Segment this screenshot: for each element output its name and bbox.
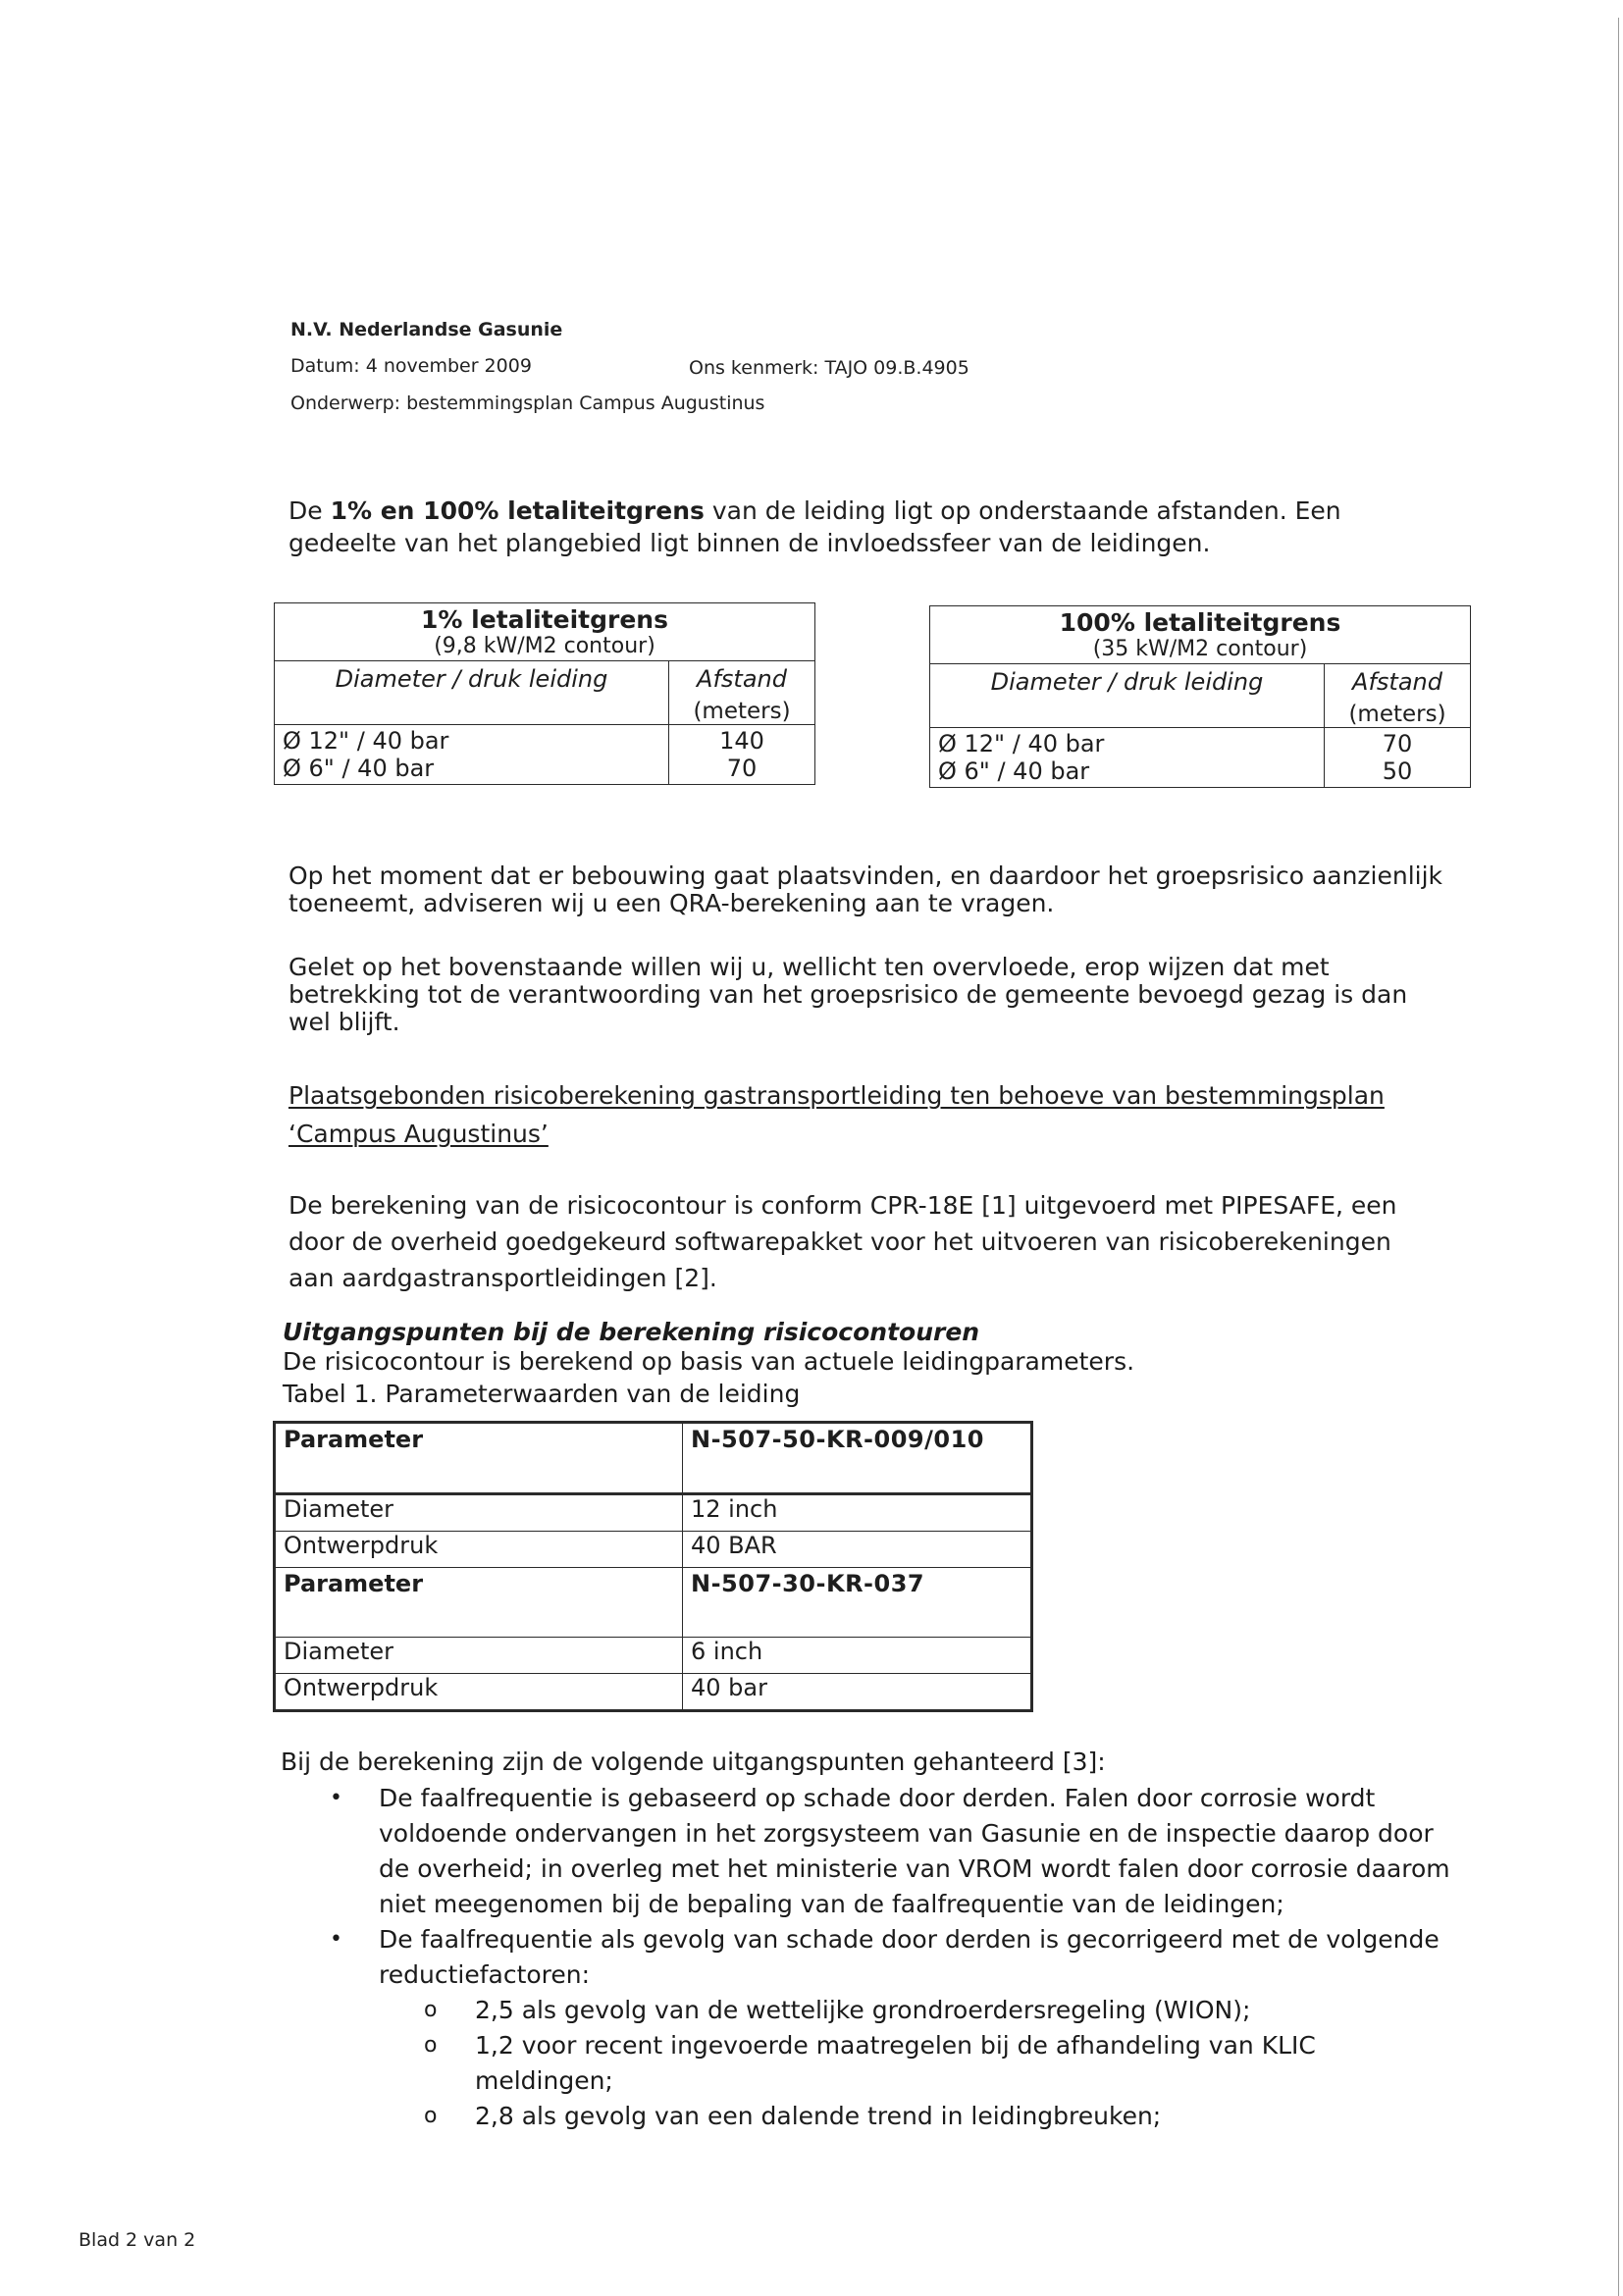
list-item-text: De faalfrequentie is gebaseerd op schade door derden. Falen door corrosie wordt voldoende ondervangen in het zorgsysteem van Gasunie en de inspectie daarop door de overheid; in overleg met het ministerie van VROM wordt falen door corrosie daarom niet meegenomen bij de bepaling van de faalfrequentie van de leidingen; — [379, 1784, 1450, 1918]
parameter-name: Ontwerpdruk — [275, 1532, 683, 1568]
table-subtitle: (35 kW/M2 contour) — [930, 637, 1471, 664]
qra-paragraph: Op het moment dat er bebouwing gaat plaatsvinden, en daardoor het groepsrisico aanzienlijk toeneemt, adviseren wij u een QRA-berekening aan te vragen. — [288, 861, 1443, 917]
scan-edge-line — [1618, 18, 1619, 2296]
table-row — [275, 1494, 1032, 1532]
lethality-table-100pct — [929, 605, 1471, 788]
table-caption: Tabel 1. Parameterwaarden van de leiding — [283, 1380, 801, 1408]
assumptions-list — [281, 1781, 1458, 2134]
circle-bullet-icon: o — [424, 2033, 438, 2058]
pipeline-id: N-507-50-KR-009/010 — [683, 1423, 1032, 1494]
calculation-paragraph: De berekening van de risicocontour is conform CPR-18E [1] uitgevoerd met PIPESAFE, een door de overheid goedgekeurd softwarepakket voor het uitvoeren van risicoberekeningen aan aardgastransportleidingen [2]. — [288, 1191, 1397, 1292]
intro-bold: 1% en 100% letaliteitgrens — [330, 496, 705, 525]
intro-paragraph — [288, 495, 1417, 559]
sub-list-item-text: 2,8 als gevolg van een dalende trend in leidingbreuken; — [475, 2102, 1162, 2130]
distance-label: Afstand — [1352, 668, 1442, 696]
circle-bullet-icon: o — [424, 1998, 438, 2022]
parameter-header-row — [275, 1423, 1032, 1494]
page-number: Blad 2 van 2 — [79, 2229, 196, 2251]
sub-list-item-text: 2,5 als gevolg van de wettelijke grondroerdersregeling (WION); — [475, 1996, 1251, 2024]
column-header-diameter: Diameter / druk leiding — [275, 661, 669, 725]
distance-label: Afstand — [697, 665, 787, 693]
intro-suffix: van de leiding ligt op onderstaande afstanden. Een gedeelte van het plangebied ligt binnen de invloedssfeer van de leidingen. — [288, 496, 1341, 557]
list-item — [281, 1922, 1458, 2134]
table-row — [275, 1532, 1032, 1568]
organization-name: N.V. Nederlandse Gasunie — [290, 319, 563, 340]
table-title: 1% letaliteitgrens — [275, 603, 815, 635]
reduction-factors-list — [379, 1993, 1458, 2134]
responsibility-paragraph: Gelet op het bovenstaande willen wij u, wellicht ten overvloede, erop wijzen dat met betrekking tot de verantwoording van het groepsrisico de gemeente bevoegd gezag is dan wel blijft. — [288, 953, 1408, 1036]
assumptions-heading: Uitgangspunten bij de berekening risicocontouren — [283, 1318, 980, 1346]
parameter-value: 40 bar — [683, 1674, 1032, 1711]
parameter-label: Parameter — [275, 1423, 683, 1494]
table-row — [275, 725, 815, 756]
sub-list-item — [379, 2099, 1458, 2134]
distance-unit: (meters) — [693, 699, 791, 724]
column-header-diameter: Diameter / druk leiding — [930, 664, 1325, 728]
pipe-cell: Ø 12" / 40 bar — [275, 725, 669, 756]
list-item-text: De faalfrequentie als gevolg van schade door derden is gecorrigeerd met de volgende reductiefactoren: — [379, 1925, 1440, 1989]
parameter-header-row — [275, 1568, 1032, 1638]
bullet-icon: • — [330, 1786, 342, 1810]
table-row — [275, 755, 815, 785]
intro-prefix: De — [288, 496, 331, 525]
table-row — [930, 728, 1471, 758]
parameter-value: 6 inch — [683, 1638, 1032, 1674]
parameter-name: Diameter — [275, 1494, 683, 1532]
pipe-cell: Ø 6" / 40 bar — [930, 757, 1325, 788]
table-row — [275, 1674, 1032, 1711]
distance-cell: 140 — [669, 725, 815, 756]
letter-date: Datum: 4 november 2009 — [290, 355, 532, 377]
sub-list-item — [379, 2028, 1458, 2099]
column-header-distance — [1325, 664, 1471, 728]
table-title: 100% letaliteitgrens — [930, 606, 1471, 638]
circle-bullet-icon: o — [424, 2104, 438, 2128]
assumptions-intro: Bij de berekening zijn de volgende uitgangspunten gehanteerd [3]: — [281, 1748, 1106, 1776]
sub-list-item-text: 1,2 voor recent ingevoerde maatregelen bij de afhandeling van KLIC meldingen; — [475, 2031, 1316, 2095]
parameter-name: Diameter — [275, 1638, 683, 1674]
reference-number: Ons kenmerk: TAJO 09.B.4905 — [689, 357, 969, 379]
table-subtitle: (9,8 kW/M2 contour) — [275, 634, 815, 661]
sub-list-item — [379, 1993, 1458, 2028]
basis-sentence: De risicocontour is berekend op basis van actuele leidingparameters. — [283, 1347, 1135, 1376]
table-row — [275, 1638, 1032, 1674]
parameter-value: 12 inch — [683, 1494, 1032, 1532]
parameter-label: Parameter — [275, 1568, 683, 1638]
bullet-icon: • — [330, 1927, 342, 1952]
table-row — [930, 757, 1471, 788]
section-title: Plaatsgebonden risicoberekening gastransportleiding ten behoeve van bestemmingsplan ‘Campus Augustinus’ — [288, 1081, 1385, 1148]
parameter-name: Ontwerpdruk — [275, 1674, 683, 1711]
distance-unit: (meters) — [1348, 702, 1446, 727]
column-header-distance — [669, 661, 815, 725]
list-item — [281, 1781, 1458, 1922]
lethality-table-1pct — [274, 602, 815, 785]
letter-subject: Onderwerp: bestemmingsplan Campus Augustinus — [290, 392, 765, 414]
distance-cell: 70 — [669, 755, 815, 785]
parameter-value: 40 BAR — [683, 1532, 1032, 1568]
pipeline-id: N-507-30-KR-037 — [683, 1568, 1032, 1638]
distance-cell: 70 — [1325, 728, 1471, 758]
parameter-table — [273, 1421, 1033, 1712]
pipe-cell: Ø 12" / 40 bar — [930, 728, 1325, 758]
distance-cell: 50 — [1325, 757, 1471, 788]
pipe-cell: Ø 6" / 40 bar — [275, 755, 669, 785]
